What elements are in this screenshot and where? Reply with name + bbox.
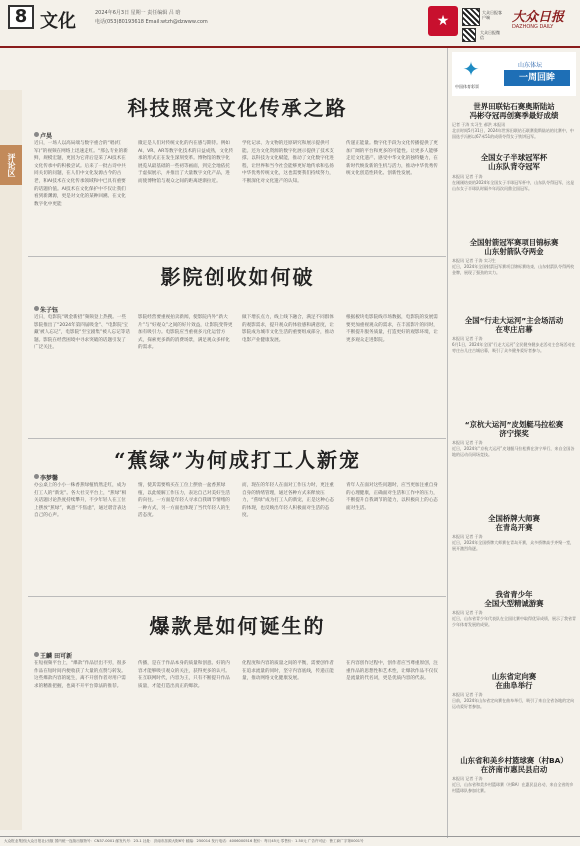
news-headline: 山东省定向赛 (491, 672, 537, 681)
news-body: 日前，2024年山东省定向赛在曲阜举行，吸引了来自全省各地的定向运动爱好者参加。 (452, 698, 575, 710)
article-body (34, 482, 442, 590)
news-meta: 本报讯 记者 于涛 (452, 776, 483, 781)
qr-code-icon (462, 8, 480, 26)
article-column: 而，现在的年轻人在面对工作压力时，更注重自身的情绪管理，通过各种方式来释放压力，“蕉绿”成为打工人的新宠，正是这种心态的体现，也反映出年轻人积极面对生活的态度。 (242, 483, 335, 519)
author-icon (34, 474, 39, 479)
article-column: 影院经营要重视拍卖新闻，使影院内外“新大片”与“好观众”之间的好片效益，让影院变得更加有吸引力。电影院应当重视多元化运营方式，探索更多新的消费场景，满足观众多样化的需求。 (138, 315, 233, 351)
lottery-star-icon: ✦ (462, 57, 480, 81)
news-headline: 全国大型精诚游赛 (484, 599, 544, 608)
article-column: 微定是人们对传统文化的内在感与期待。例如AI、VR、AR等数字化技术的日益成熟，文化传承的形式正在发生深刻变革。博物馆的数字化展览从最基础的一些初等画面，到完全地依托于虚拟展示，并推出了大量数字文化产品，进而使博物馆与观众之间的距离逐渐拉近。 (138, 141, 234, 184)
section-tab: 评论区 (0, 145, 22, 185)
page-footer: 大众报业集团(大众日报社)出版 国内统一连续出版物号：CN37-0001 邮发代号：23-1 社址：济南市泺源大街6号 邮编：250014 发行电话：4006000516 报价：每月45元 零售价：1.50元 广告许可证：鲁工商广字第0001号 (0, 836, 580, 846)
news-headline: 全国“行走大运河”主会场活动 (464, 316, 564, 325)
article-body (34, 660, 442, 830)
divider (28, 438, 446, 439)
qr-label: 大众日报微信 (480, 30, 500, 40)
header-contact: 电话(053)80193618 Email:wtzh@dzwww.com (95, 19, 208, 25)
article-title: 爆款是如何诞生的 (149, 614, 326, 638)
article-title: “蕉绿”为何成打工人新宠 (113, 448, 361, 472)
article-column: 办公桌上的小小一株香蕉绿植悄然走红，成为打工人的“新宠”。各大社交平台上，“蕉绿”相关话题讨论热度持续攀升，不少年轻人在工位上摆放“蕉绿”，寓意“不焦虑”，通过谐音表达自己的心声。 (34, 483, 127, 519)
page-header (0, 0, 580, 48)
article-column: 学化记录、为文物的还原研究和展示提供可能。还为文化资源的数字化展示提供了技术支撑。以科技为文化赋能，推动了文化数字化进程，让世界和当今社会能够更好地传承和弘扬中华优秀传统文化，这也需要我们持续努力，不断深化对文化遗产的认知。 (242, 141, 334, 184)
news-meta: 本报讯 记者 于涛 (452, 610, 483, 615)
qr-code-icon (462, 28, 476, 42)
news-headline: 全国女子半球冠军杯 (480, 153, 548, 162)
news-meta: 本报讯 记者 于涛 (452, 174, 483, 179)
page-number: 8 (8, 5, 34, 29)
news-meta: 记者 于涛 实习生 郝洪 本报讯 (452, 122, 506, 127)
author-icon (34, 652, 39, 657)
article-column: 传递正能量。数字化手段为文化传播提供了更加广阔的平台和更多的可能性。让更多人能够走近文化遗产、感受中华文化的独特魅力，在新时代焕发新的生机与活力，推动中华优秀传统文化创造性转化、创新性发展。 (346, 141, 438, 177)
article-column: 青年人在面对这些问题时，应当更加注重自身的心理健康，正确面对生活和工作中的压力，不断提升自我调节的能力，以积极向上的心态面对生活。 (346, 483, 438, 511)
article-column: 在内容创作过程中，创作者应当尊重原创，注重作品的思想性和艺术性，让爆款作品不仅仅是流量的代名词，更是优质内容的代表。 (346, 661, 438, 682)
news-body: 近日，2024年“京杭大运河”皮划艇马拉松赛在济宁举行，来自全国各地的运动员同场竞技。 (452, 446, 575, 458)
news-headline: 在济南市惠民县启动 (480, 765, 548, 774)
news-headline: 冯彬夺冠再创赛季最好成绩 (469, 111, 559, 120)
article-author: 王麟 田可新 (40, 653, 73, 660)
divider (28, 256, 446, 257)
news-headline: 在曲阜举行 (495, 681, 533, 690)
article-title: 科技照亮文化传承之路 (127, 96, 348, 120)
news-headline: 济宁探奖 (499, 429, 529, 438)
side-strip (0, 90, 22, 830)
news-meta: 本报讯 记者 于涛 实习生 (452, 258, 496, 263)
article-column: 化程度和内容的质量之间的平衡，需要创作者在追求流量的同时，坚守内容底线，传递正能量，推动网络文化健康发展。 (242, 661, 334, 682)
article-column: 根据板块电影院线市场数据，电影院的发展需要更加重视观众的需求，在丰富影片的同时，不断提升服务质量，打造更好的观影环境，让更多观众走进影院。 (346, 315, 438, 343)
lottery-logo-text: 中国体育彩票 (455, 84, 479, 89)
qr-label: 大众日报客户端 (482, 10, 502, 20)
article-column: 在短视频平台上，“爆款”作品层出不穷，很多作品在短时间内便收获了大量的点赞与转发。这些爆款内容的诞生，离不开创作者对用户需求的精准把握，也离不开平台算法的推荐。 (34, 661, 127, 689)
divider (28, 596, 446, 597)
news-headline: “京杭大运河”皮划艇马拉松赛 (464, 420, 564, 429)
news-headline: 山东省和美乡村篮球赛（村BA） (460, 756, 568, 765)
article-author: 卢昊 (40, 133, 53, 140)
news-headline: 世界田联钻石赛奥斯陆站 (473, 102, 555, 111)
news-meta: 本报讯 记者 于涛 (452, 440, 483, 445)
news-headline: 我省青少年 (495, 590, 533, 599)
news-body: 近日，山东省和美乡村篮球赛（村BA）在惠民县启动，来自全省的乡村篮球队参加比赛。 (452, 782, 574, 794)
newspaper-brand: 大众日报 (512, 10, 565, 25)
article-title: 影院创收如何破 (160, 265, 315, 289)
newspaper-brand-sub: DAZHONG DAILY (512, 24, 554, 30)
article-column: 做下增长点力，线上线下融合，满足不同群体的观影需求，提升观众的体验感和满意度，让影院成为城市文化生活的重要组成部分，推动电影产业健康发展。 (242, 315, 334, 343)
news-body: 6月1日，2024年全国“行走大运河”全民健身健步走活动主会场活动在枣庄台儿庄古城启幕，吸引了众多健身爱好者参与。 (452, 342, 576, 354)
news-headline: 在青岛开赛 (495, 523, 533, 532)
section-title: 文化 (40, 11, 76, 32)
news-headline: 山东射箭队夺两金 (484, 247, 544, 256)
article-body (34, 140, 442, 250)
news-body: 近日，2024年全国射箭冠军赛项目锦标赛结束，山东射箭队夺得两枚金牌，展现了强劲的实力。 (452, 264, 575, 276)
news-body: 北京时间5月31日，2024年世界田联钻石联赛奥斯陆站的比赛中，中国选手冯彬以67米51的成绩夺得女子铁饼冠军。 (452, 128, 574, 140)
news-body: 近日，2024年全国桥牌大师赛在青岛开赛，众多桥牌高手齐聚一堂，展开激烈角逐。 (452, 540, 575, 552)
article-column: 传播，是在于作品本身的质量和创意。好的内容才能够吸引观众的关注，获得更多的认可。在互联网时代，内容为王，只有不断提升作品质量，才能打造出真正的爆款。 (138, 661, 230, 689)
article-column: 近日，电影院“吸金新招”频频登上热搜。一些影院推出了“2024年第四届吸金”、“电影院‘宝藏’被人忘记”，电影院“至宝剧集”被人忘记等话题。影院在经营困境中寻求突破的话题引发了广泛关注。 (34, 315, 130, 351)
news-meta: 本报讯 记者 于涛 (452, 692, 483, 697)
news-meta: 本报讯 记者 于涛 (452, 336, 483, 341)
article-body (34, 314, 442, 432)
emblem-logo: ★ (428, 6, 458, 36)
article-column: 情，使其需要购买在工位上摆放一盆香蕉绿植，以此缓解工作压力，表达自己对美好生活的向往。一方面是年轻人寻求自我调节情绪的一种方式，另一方面也体现了当代年轻人的生活态度。 (138, 483, 230, 519)
news-headline: 全国桥牌大师赛 (488, 514, 540, 523)
article-column: 近日，一场人以高局端与数字重合的“唱(红军)”的视频在网络上迅速走红。“那么专业的新鲜，规模宏题，更因为它背后是采了AI技术在文化传承中的积极尝试。后来了一批古诗中共同关切的问题，在人们中文化发源古今的古老，和AI技术在文化传承领域和中已具有重要的话题价值。AI技术在文化保护中不仅让我们看到新渊源，更是对文化的某种回溯。在文化数字化中更能 (34, 141, 128, 207)
news-headline: 在枣庄启幕 (495, 325, 533, 334)
news-headline: 全国射箭冠军赛项目锦标赛 (469, 238, 559, 247)
weekly-tag: 山东体坛 (518, 62, 543, 69)
header-date: 2024年6月3日 星期一 责任编辑 吕 晗 (95, 10, 181, 16)
author-icon (34, 306, 39, 311)
news-body: 在刚刚结束的2024年全国女子半球冠军杯中，山东队夺得冠军，这是山东女子半球队时隔多年再次问鼎全国冠军。 (452, 180, 575, 192)
article-author: 朱子钰 (40, 307, 59, 314)
author-icon (34, 132, 39, 137)
news-headline: 山东队背夺冠军 (488, 162, 540, 171)
article-author: 李梦馨 (40, 475, 59, 482)
news-meta: 本报讯 记者 于涛 (452, 534, 483, 539)
news-body: 近日，山东省青少年代表队在全国比赛中取得优异成绩，展示了我省青少年体育发展的成果。 (452, 616, 576, 628)
weekly-title: 一周回眸 (504, 70, 570, 86)
